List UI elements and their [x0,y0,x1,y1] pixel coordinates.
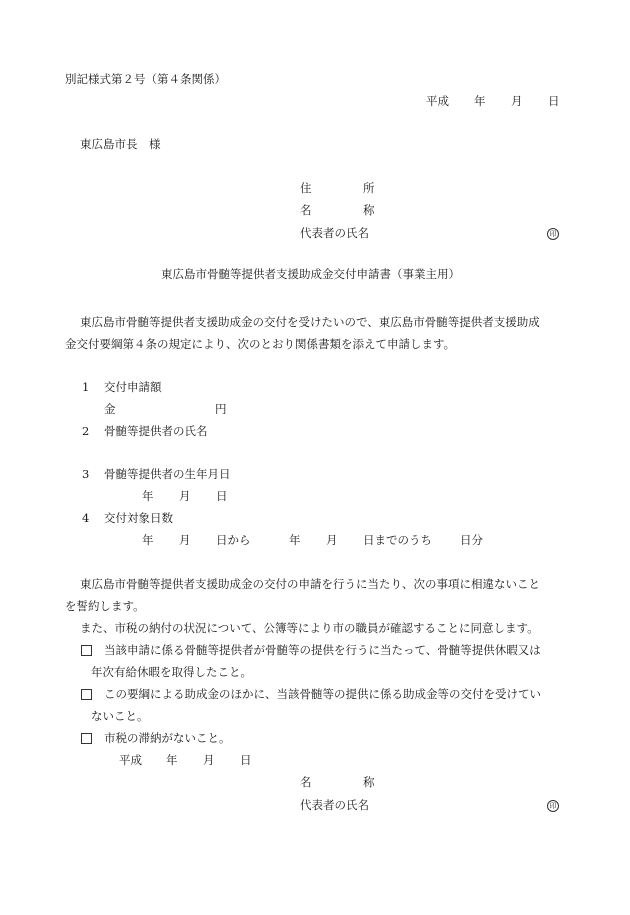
condition-1-line-2: 年次有給休暇を取得したこと。 [91,665,252,679]
addressee: 東広島市長 様 [80,137,161,151]
sign-month: 月 [203,753,215,767]
date-month: 月 [511,94,523,108]
item-2-label: 骨髄等提供者の氏名 [104,424,208,438]
item-2-number: 2 [82,424,90,438]
checkbox-3[interactable] [81,733,92,744]
date-year: 年 [474,94,486,108]
item-1-label: 交付申請額 [104,380,162,394]
sign-name-label-1: 名 [300,775,312,789]
item-3-label: 骨髄等提供者の生年月日 [104,467,231,481]
name-label-1: 名 [300,203,312,217]
sign-name-label-2: 称 [363,775,375,789]
sign-year: 年 [166,753,178,767]
item-4-month: 月 [179,533,191,547]
item-1-yen: 円 [215,402,227,416]
sign-seal-mark: 印 [547,800,559,812]
item-1-number: 1 [82,380,90,394]
condition-2-line-1: この要綱による助成金のほかに、当該骨髄等の提供に係る助成金等の交付を受けてい [104,687,541,701]
pledge-line-1: 東広島市骨髄等提供者支援助成金の交付の申請を行うに当たり、次の事項に相違ないこと [80,577,540,591]
address-label-2: 所 [363,181,375,195]
pledge-line-2: を誓約します。 [65,599,145,613]
item-3-day: 日 [216,489,228,503]
condition-1-line-1: 当該申請に係る骨髄等提供者が骨髄等の提供を行うに当たって、骨髄等提供休暇又は [104,643,541,657]
item-4-days: 日分 [460,533,483,547]
intro-line-1: 東広島市骨髄等提供者支援助成金の交付を受けたいので、東広島市骨髄等提供者支援助成 [80,315,540,329]
seal-mark: 印 [547,228,559,240]
date-day: 日 [548,94,560,108]
name-label-2: 称 [363,203,375,217]
item-3-month: 月 [179,489,191,503]
item-4-year-2: 年 [289,533,301,547]
sign-representative-label: 代表者の氏名 [300,798,369,812]
address-label-1: 住 [300,181,312,195]
intro-line-2: 金交付要綱第４条の規定により、次のとおり関係書類を添えて申請します。 [65,337,456,351]
sign-era: 平成 [119,753,142,767]
representative-label: 代表者の氏名 [300,226,369,240]
condition-3: 市税の滞納がないこと。 [104,731,231,745]
item-1-kin: 金 [104,402,116,416]
checkbox-1[interactable] [81,645,92,656]
item-4-until: 日までのうち [363,533,432,547]
form-number: 別記様式第２号（第４条関係） [65,72,226,86]
item-3-number: 3 [82,467,90,481]
condition-2-line-2: ないこと。 [91,709,149,723]
item-4-label: 交付対象日数 [104,511,173,525]
item-4-month-2: 月 [326,533,338,547]
checkbox-2[interactable] [81,689,92,700]
sign-day: 日 [240,753,252,767]
document-title: 東広島市骨髄等提供者支援助成金交付申請書（事業主用） [161,267,460,281]
date-era: 平成 [426,94,449,108]
item-4-number: 4 [82,511,90,525]
item-4-from: 日から [216,533,251,547]
item-3-year: 年 [142,489,154,503]
pledge-line-3: また、市税の納付の状況について、公簿等により市の職員が確認することに同意します。 [80,621,539,635]
item-4-year: 年 [142,533,154,547]
